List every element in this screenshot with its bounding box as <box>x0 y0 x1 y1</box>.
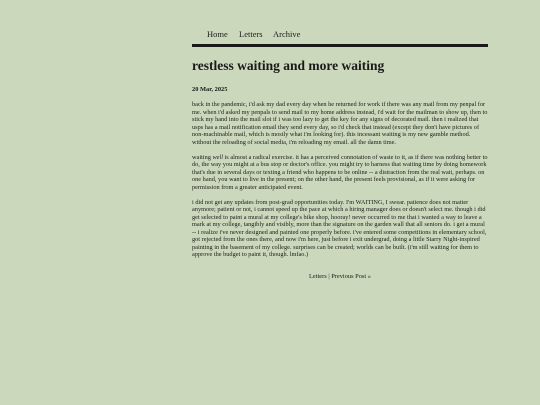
page-column <box>192 0 488 281</box>
nav-archive-link[interactable]: Archive <box>273 29 301 39</box>
post-paragraph-2 <box>192 154 488 192</box>
post-paragraph-3: i did not get any updates from post-grad opportunities today. I'm WAITING, I swear. patience does not matter anymore; patient or not, i cannot speed up the pace at which a hiring manager does or doesn't select me. though i did get selected to paint a mural at my college's bike shop, hooray! never occurred to me that i wanted a way to leave a mark at my college, tangibly and visibly, more than the signature on the garden wall that all seniors do. i get a mural -- i realize i've never designed and painted one properly before. i've entered some competitions in elementary school, got rejected from the ones there, and now i'm here, just before i exit undergrad, doing a little Starry Night-inspired painting in the basement of my college. surprises can be created; worlds can be built. (i'm still waiting for them to approve the budget to paint it, though. lmfao.) <box>192 198 487 258</box>
post-paragraph-1: back in the pandemic, i'd ask my dad every day when he returned for work if there was any mail from my penpal for me. when i'd asked my penpals to send mail to my home address instead, i'd wait for the mailman to show up, then to stick my hand into the mail slot if i was too lazy to get the key for any signs of decorated mail. then i realized that usps has a mail notification email they send every day, so i'd check that instead (except they don't have pictures of non-machinable mail, which is mostly what i'm looking for). this incessant waiting is my new gamble method. without the reloading of social media, i'm reloading my email. all the damn time. <box>192 101 488 146</box>
previous-post-link[interactable]: Previous Post » <box>331 272 371 280</box>
footer-letters-link[interactable]: Letters <box>308 272 327 280</box>
nav-letters-link[interactable]: Letters <box>239 29 263 39</box>
nav-home-link[interactable]: Home <box>207 29 228 39</box>
post-date: 20 Mar, 2025 <box>192 86 228 93</box>
post-body <box>192 101 488 259</box>
paragraph-2-start: waiting <box>192 153 213 161</box>
paragraph-2-rest: is almost a radical exercise. it has a perceived connotation of waste to it, as if there was nothing better to do, the way you might at a bus stop or doctor's office. you might try to harness that waiting time by doing homework that's due in several days or texting a friend who happens to be online -- a distraction from the real wait, perhaps. on one hand, you want to live in the present; on the other hand, the present feels provisional, as if it were asking for permission from a greater anticipated event. <box>192 153 488 191</box>
footer-separator: | <box>326 272 332 280</box>
paragraph-2-emphasis: well <box>212 153 223 161</box>
post-title: restless waiting and more waiting <box>192 58 385 73</box>
top-nav <box>192 0 488 47</box>
post-footer-nav <box>192 273 488 281</box>
